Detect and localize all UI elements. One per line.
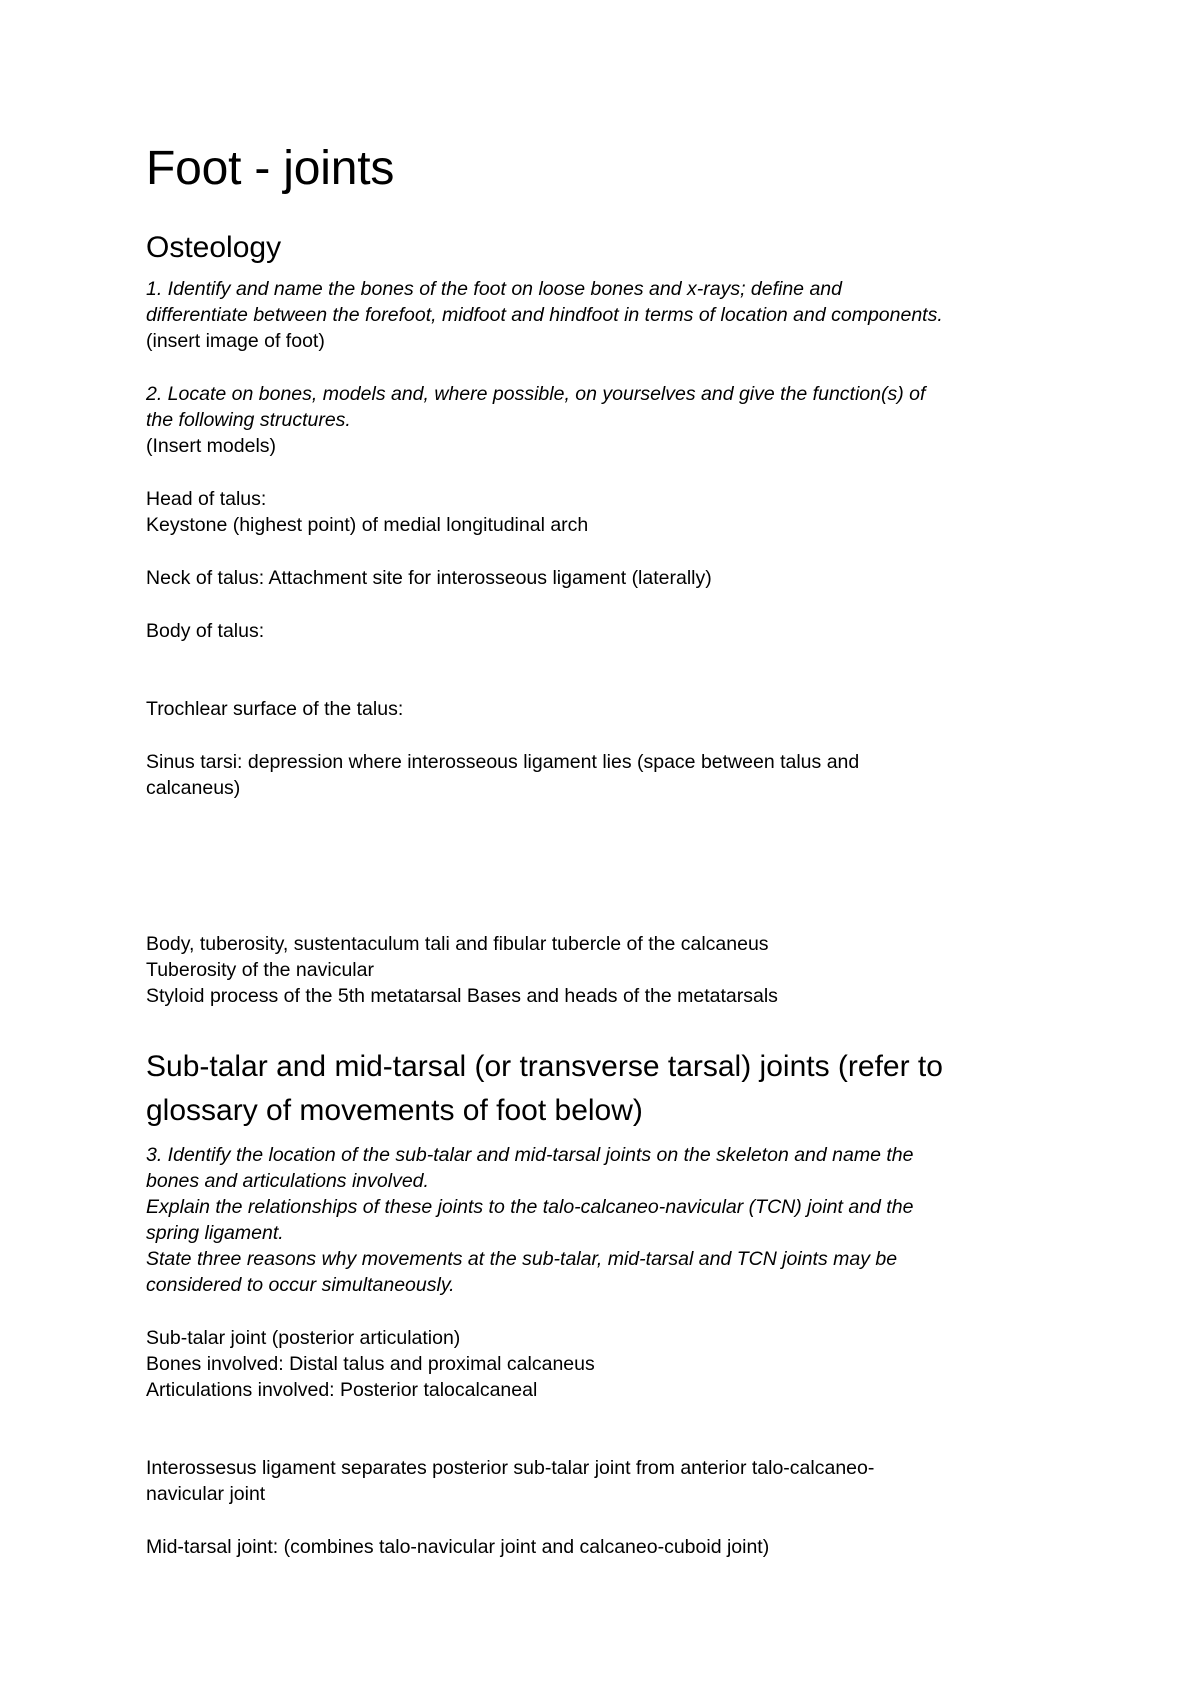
ligament-line-1: Interossesus ligament separates posterior sub-talar joint from anterior talo-calcaneo-: [146, 1457, 875, 1479]
question-1-note: (insert image of foot): [146, 330, 325, 352]
question-1-line-1: 1. Identify and name the bones of the foot on loose bones and x-rays; define and: [146, 278, 842, 300]
structure-item: Body, tuberosity, sustentaculum tali and fibular tubercle of the calcaneus: [146, 933, 769, 955]
question-3-line-5: State three reasons why movements at the sub-talar, mid-tarsal and TCN joints may be: [146, 1248, 898, 1270]
subtalar-joint-title: Sub-talar joint (posterior articulation): [146, 1327, 461, 1349]
sinus-tarsi-line-1: Sinus tarsi: depression where interosseous ligament lies (space between talus and: [146, 751, 860, 773]
page-title: Foot - joints: [146, 142, 395, 195]
structure-item: Styloid process of the 5th metatarsal Bases and heads of the metatarsals: [146, 985, 778, 1007]
question-2-line-1: 2. Locate on bones, models and, where possible, on yourselves and give the function(s) of: [146, 383, 926, 405]
question-2-note: (Insert models): [146, 435, 277, 457]
midtarsal-joint: Mid-tarsal joint: (combines talo-navicular joint and calcaneo-cuboid joint): [146, 1536, 770, 1558]
head-of-talus-label: Head of talus:: [146, 488, 267, 510]
neck-of-talus: Neck of talus: Attachment site for interosseous ligament (laterally): [146, 567, 712, 589]
section-heading-subtalar-line-1: Sub-talar and mid-tarsal (or transverse tarsal) joints (refer to: [146, 1050, 943, 1083]
section-heading-subtalar-line-2: glossary of movements of foot below): [146, 1094, 643, 1127]
question-3-line-1: 3. Identify the location of the sub-talar and mid-tarsal joints on the skeleton and name the: [146, 1144, 914, 1166]
question-3-line-3: Explain the relationships of these joints to the talo-calcaneo-navicular (TCN) joint and the: [146, 1196, 914, 1218]
question-3-line-4: spring ligament.: [146, 1222, 284, 1244]
question-3-line-2: bones and articulations involved.: [146, 1170, 429, 1192]
subtalar-bones-involved: Bones involved: Distal talus and proximal calcaneus: [146, 1353, 595, 1375]
document-content: [146, 140, 1086, 1560]
sinus-tarsi-line-2: calcaneus): [146, 777, 241, 799]
trochlear-surface: Trochlear surface of the talus:: [146, 698, 404, 720]
question-2-line-2: the following structures.: [146, 409, 351, 431]
question-1-line-2: differentiate between the forefoot, midfoot and hindfoot in terms of location and components.: [146, 304, 943, 326]
ligament-line-2: navicular joint: [146, 1483, 266, 1505]
head-of-talus-answer: Keystone (highest point) of medial longitudinal arch: [146, 514, 589, 536]
section-heading-osteology: Osteology: [146, 231, 282, 264]
structure-item: Tuberosity of the navicular: [146, 959, 374, 981]
body-of-talus: Body of talus:: [146, 620, 265, 642]
subtalar-articulations-involved: Articulations involved: Posterior talocalcaneal: [146, 1379, 538, 1401]
question-3-line-6: considered to occur simultaneously.: [146, 1274, 455, 1296]
